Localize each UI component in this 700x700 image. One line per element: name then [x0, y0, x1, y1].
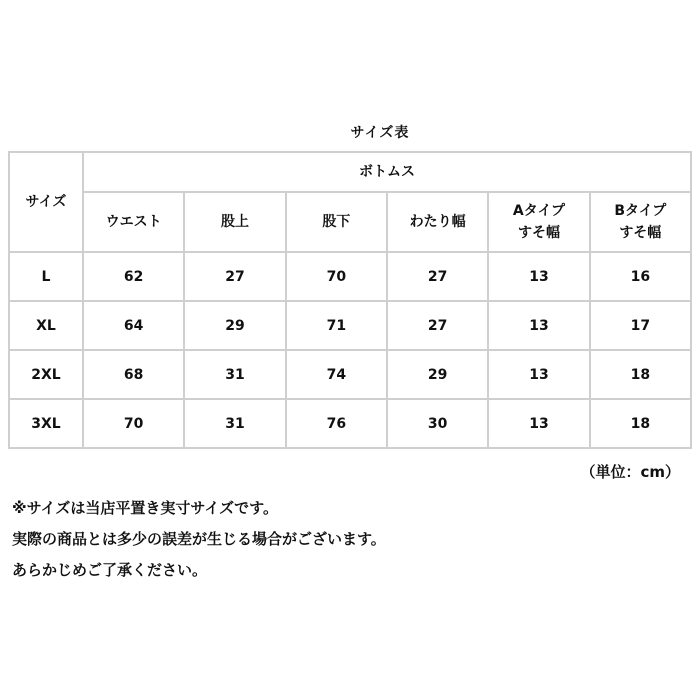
table-cell: 71	[286, 301, 387, 350]
table-row	[9, 301, 691, 350]
size-cell: 2XL	[9, 350, 83, 399]
table-cell: 16	[590, 252, 691, 301]
table-cell: 29	[184, 301, 285, 350]
table-cell: 17	[590, 301, 691, 350]
table-header-row	[9, 152, 691, 192]
table-row	[9, 399, 691, 448]
table-row	[9, 350, 691, 399]
size-table	[8, 151, 692, 449]
column-header-row	[9, 192, 691, 252]
column-header-thigh: わたり幅	[387, 192, 488, 252]
table-cell: 18	[590, 399, 691, 448]
table-cell: 13	[488, 350, 589, 399]
notes	[12, 493, 386, 586]
table-cell: 31	[184, 350, 285, 399]
table-cell: 64	[83, 301, 184, 350]
size-header-cell: サイズ	[9, 152, 83, 252]
table-cell: 13	[488, 252, 589, 301]
table-cell: 27	[184, 252, 285, 301]
table-cell: 62	[83, 252, 184, 301]
table-cell: 13	[488, 301, 589, 350]
column-header-waist: ウエスト	[83, 192, 184, 252]
table-cell: 70	[286, 252, 387, 301]
column-header-hem-b: Bタイプ すそ幅	[590, 192, 691, 252]
table-row	[9, 252, 691, 301]
table-cell: 18	[590, 350, 691, 399]
column-header-inseam: 股下	[286, 192, 387, 252]
table-cell: 70	[83, 399, 184, 448]
table-title: サイズ表	[350, 125, 410, 141]
table-cell: 27	[387, 301, 488, 350]
table-cell: 30	[387, 399, 488, 448]
table-cell: 76	[286, 399, 387, 448]
note-line: 実際の商品とは多少の誤差が生じる場合がございます。	[12, 530, 386, 548]
note-line: あらかじめご了承ください。	[12, 561, 208, 579]
unit-label: （単位：cm）	[580, 463, 680, 481]
table-cell: 13	[488, 399, 589, 448]
note-line: ※サイズは当店平置き実寸サイズです。	[12, 499, 278, 517]
column-header-hem-a: Aタイプ すそ幅	[488, 192, 589, 252]
table-cell: 29	[387, 350, 488, 399]
size-cell: 3XL	[9, 399, 83, 448]
table-cell: 31	[184, 399, 285, 448]
table-cell: 74	[286, 350, 387, 399]
column-header-rise: 股上	[184, 192, 285, 252]
size-cell: L	[9, 252, 83, 301]
size-cell: XL	[9, 301, 83, 350]
bottoms-group-header: ボトムス	[83, 152, 691, 192]
table-cell: 68	[83, 350, 184, 399]
table-cell: 27	[387, 252, 488, 301]
